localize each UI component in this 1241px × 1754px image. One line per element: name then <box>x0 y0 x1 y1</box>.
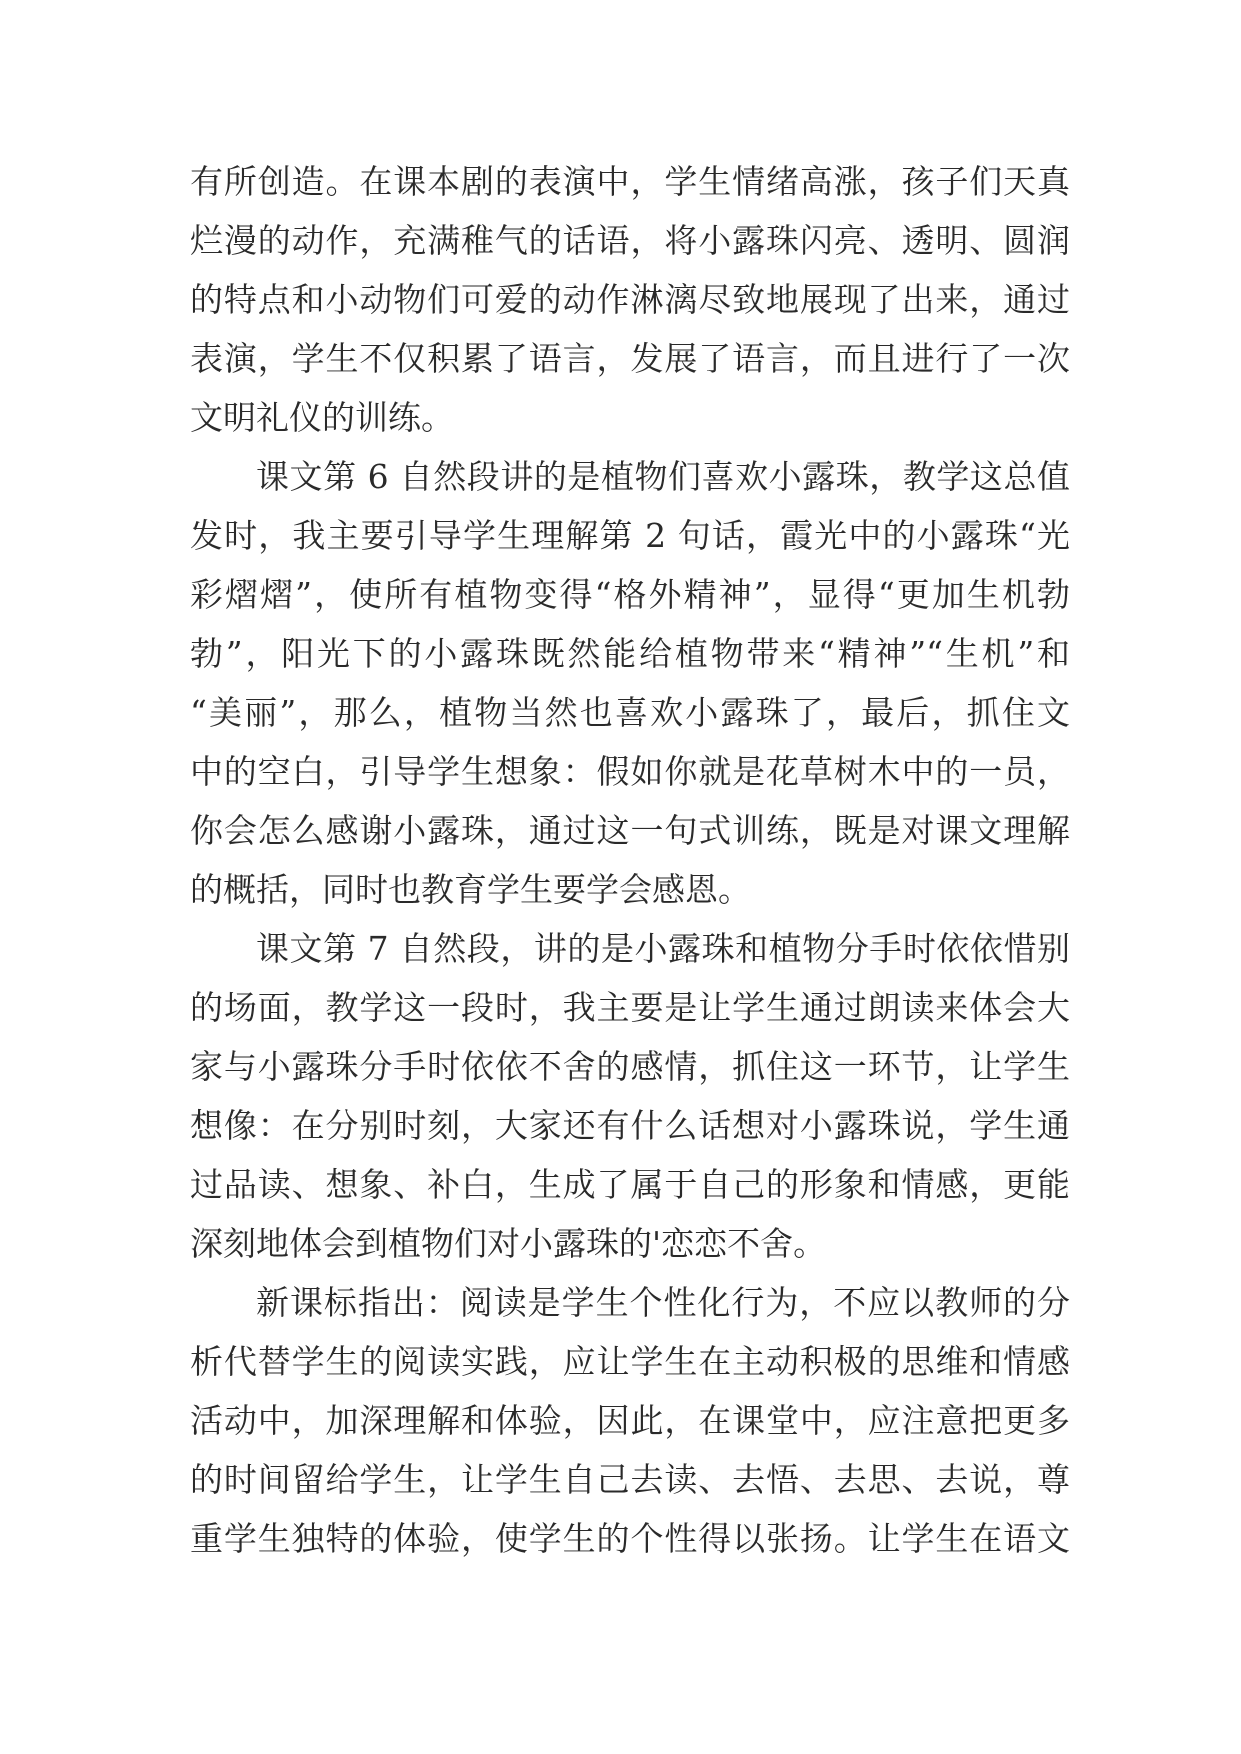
text-line: 新课标指出：阅读是学生个性化行为，不应以教师的分 <box>256 1283 1070 1322</box>
text-line: 想像：在分别时刻，大家还有什么话想对小露珠说，学生通 <box>190 1106 1070 1145</box>
text-line: “美丽”，那么，植物当然也喜欢小露珠了，最后，抓住文 <box>190 693 1070 732</box>
paragraph <box>190 919 1070 1273</box>
text-line: 的时间留给学生，让学生自己去读、去悟、去思、去说，尊 <box>190 1460 1070 1499</box>
paragraph <box>190 1273 1070 1568</box>
text-line: 活动中，加深理解和体验，因此，在课堂中，应注意把更多 <box>190 1401 1070 1440</box>
text-line: 发时，我主要引导学生理解第 2 句话，霞光中的小露珠“光 <box>190 516 1070 555</box>
text-line: 重学生独特的体验，使学生的个性得以张扬。让学生在语文 <box>190 1519 1070 1558</box>
text-line: 的场面，教学这一段时，我主要是让学生通过朗读来体会大 <box>190 988 1070 1027</box>
text-line: 烂漫的动作，充满稚气的话语，将小露珠闪亮、透明、圆润 <box>190 221 1070 260</box>
text-line: 表演，学生不仅积累了语言，发展了语言，而且进行了一次 <box>190 339 1070 378</box>
text-line: 文明礼仪的训练。 <box>190 398 454 437</box>
text-line: 你会怎么感谢小露珠，通过这一句式训练，既是对课文理解 <box>190 811 1070 850</box>
paragraph <box>190 152 1070 447</box>
text-line: 有所创造。在课本剧的表演中，学生情绪高涨，孩子们天真 <box>190 162 1070 201</box>
text-line: 彩熠熠”，使所有植物变得“格外精神”，显得“更加生机勃 <box>190 575 1070 614</box>
text-line: 的概括，同时也教育学生要学会感恩。 <box>190 870 751 909</box>
text-line: 中的空白，引导学生想象：假如你就是花草树木中的一员， <box>190 752 1070 791</box>
text-line: 课文第 6 自然段讲的是植物们喜欢小露珠，教学这总值 <box>256 457 1070 496</box>
text-line: 的特点和小动物们可爱的动作淋漓尽致地展现了出来，通过 <box>190 280 1070 319</box>
text-line: 家与小露珠分手时依依不舍的感情，抓住这一环节，让学生 <box>190 1047 1070 1086</box>
text-line: 深刻地体会到植物们对小露珠的'恋恋不舍。 <box>190 1224 827 1263</box>
text-line: 过品读、想象、补白，生成了属于自己的形象和情感，更能 <box>190 1165 1070 1204</box>
paragraph <box>190 447 1070 919</box>
text-line: 课文第 7 自然段，讲的是小露珠和植物分手时依依惜别 <box>256 929 1070 968</box>
text-line: 勃”，阳光下的小露珠既然能给植物带来“精神”“生机”和 <box>190 634 1070 673</box>
text-line: 析代替学生的阅读实践，应让学生在主动积极的思维和情感 <box>190 1342 1070 1381</box>
body-text <box>190 152 1070 1568</box>
